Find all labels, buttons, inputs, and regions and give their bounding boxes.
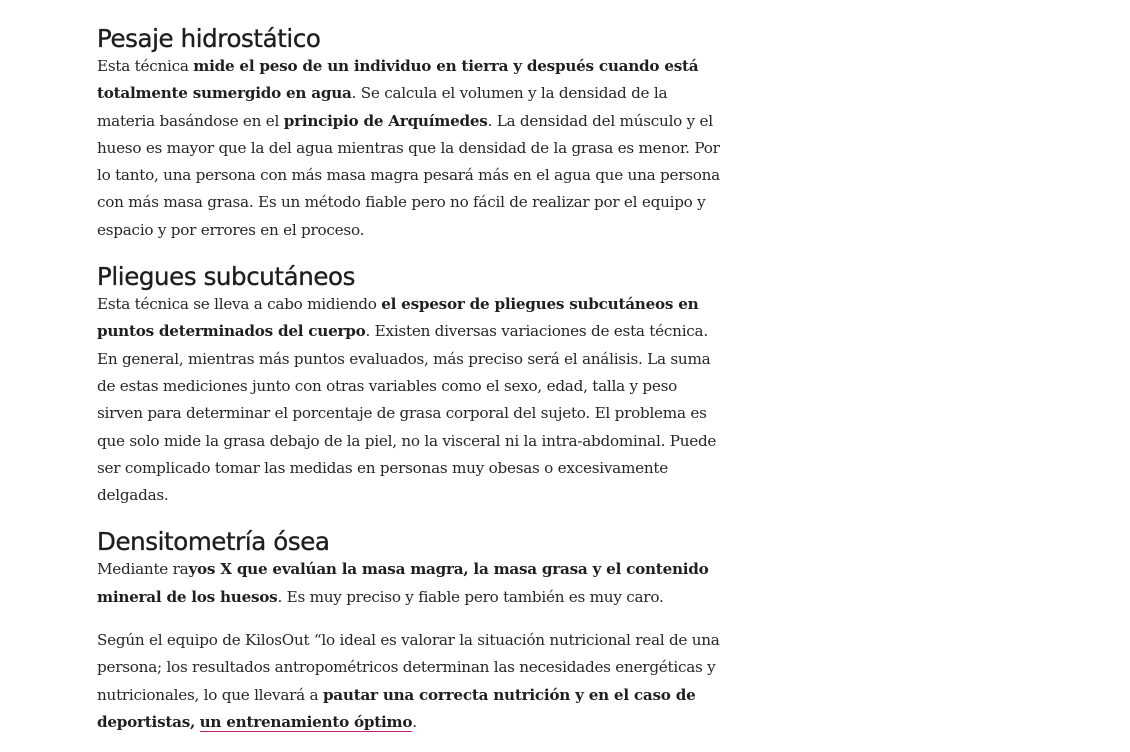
section-paragraph — [97, 556, 727, 611]
paragraph-bold-text: el espesor de pliegues subcutáneos en puntos determinados del cuerpo — [97, 295, 699, 341]
paragraph-text: Esta técnica — [97, 57, 194, 75]
section-heading: Pesaje hidrostático — [97, 24, 321, 53]
section-pesaje-hidrostatico — [97, 22, 727, 244]
paragraph-text: . Se calcula el volumen y la densidad de la materia basándose en el — [97, 84, 668, 130]
section-paragraph — [97, 53, 727, 244]
paragraph-text: . Es muy preciso y fiable pero también es muy caro. — [277, 587, 664, 606]
paragraph-bold-text: pautar una correcta nutrición y en el caso de deportistas, — [97, 685, 696, 731]
paragraph-text: Según el equipo de KilosOut “lo ideal es valorar la situación nutricional real de una persona; los resultados antropométricos determinan las necesidades energéticas y nutricionales, lo que llevará a — [97, 631, 720, 704]
paragraph-text: Esta técnica se lleva a cabo midiendo — [97, 295, 382, 314]
paragraph-text: Mediante ra — [97, 560, 189, 579]
paragraph-text: . — [412, 712, 417, 731]
section-densitometria-osea — [97, 525, 727, 736]
paragraph-bold-text: yos X que evalúan la masa magra, la masa grasa y el contenido mineral de los huesos — [97, 560, 709, 606]
closing-paragraph — [97, 627, 727, 736]
entrenamiento-optimo-link[interactable]: un entrenamiento óptimo — [199, 712, 413, 731]
section-heading: Densitometría ósea — [97, 527, 330, 557]
article-body — [97, 22, 727, 736]
paragraph-bold-text: mide el peso de un individuo en tierra y después cuando está totalmente sumergido en agua — [97, 57, 699, 103]
section-pliegues-subcutaneos — [97, 260, 727, 509]
paragraph-text: . Existen diversas variaciones de esta técnica. En general, mientras más puntos evaluados, más preciso será el análisis. La suma de estas mediciones junto con otras variables como el sexo, edad, talla y peso sirven para determinar el porcentaje de grasa corporal del sujeto. El problema es que solo mide la grasa debajo de la piel, no la visceral ni la intra-abdominal. Puede ser complicado tomar las medidas en personas muy obesas o excesivamente delgadas. — [97, 322, 717, 505]
section-heading: Pliegues subcutáneos — [97, 262, 355, 292]
paragraph-text: . La densidad del músculo y el hueso es mayor que la del agua mientras que la densidad de la grasa es menor. Por lo tanto, una persona con más masa magra pesará más en el agua que una persona con más masa grasa. Es un método fiable pero no fácil de realizar por el equipo y espacio y por errores en el proceso. — [97, 111, 720, 239]
paragraph-bold-text: principio de Arquímedes — [283, 111, 488, 130]
section-paragraph — [97, 291, 727, 509]
